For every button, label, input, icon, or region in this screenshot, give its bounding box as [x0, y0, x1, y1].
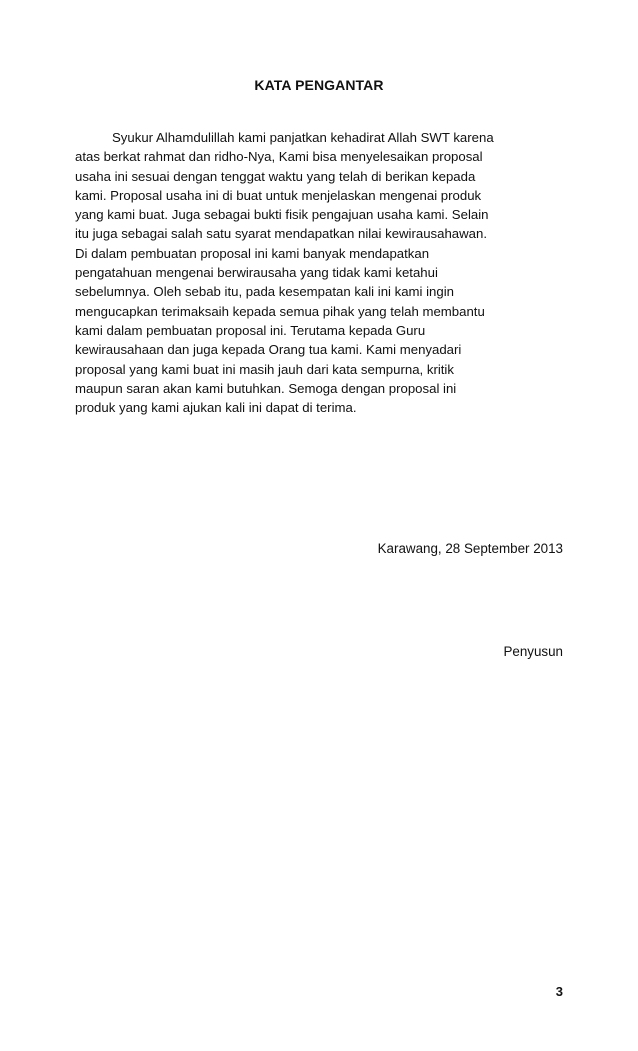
paragraph-line: yang kami buat. Juga sebagai bukti fisik pengajuan usaha kami. Selain	[75, 207, 489, 223]
paragraph-line: itu juga sebagai salah satu syarat mendapatkan nilai kewirausahawan.	[75, 226, 487, 242]
paragraph-line: atas berkat rahmat dan ridho-Nya, Kami bisa menyelesaikan proposal	[75, 149, 483, 165]
paragraph-line: produk yang kami ajukan kali ini dapat di terima.	[75, 400, 357, 416]
paragraph-line: maupun saran akan kami butuhkan. Semoga dengan proposal ini	[75, 380, 457, 396]
paragraph-line: sebelumnya. Oleh sebab itu, pada kesempatan kali ini kami ingin	[75, 284, 454, 300]
page-title: KATA PENGANTAR	[254, 77, 384, 93]
paragraph-line: pengatahuan mengenai berwirausaha yang tidak kami ketahui	[75, 265, 438, 281]
paragraph-line: kami dalam pembuatan proposal ini. Terutama kepada Guru	[75, 322, 426, 338]
paragraph-line: Syukur Alhamdulillah kami panjatkan kehadirat Allah SWT karena	[112, 130, 494, 145]
body-paragraph	[75, 128, 575, 417]
paragraph-line: Di dalam pembuatan proposal ini kami banyak mendapatkan	[75, 245, 430, 261]
author-signature-label: Penyusun	[503, 644, 563, 659]
page-number: 3	[555, 984, 563, 999]
paragraph-line: kewirausahaan dan juga kepada Orang tua kami. Kami menyadari	[75, 342, 462, 358]
paragraph-line: mengucapkan terimaksaih kepada semua pihak yang telah membantu	[75, 303, 485, 319]
place-and-date: Karawang, 28 September 2013	[377, 541, 563, 556]
paragraph-line: usaha ini sesuai dengan tenggat waktu yang telah di berikan kepada	[75, 168, 476, 184]
paragraph-line: kami. Proposal usaha ini di buat untuk menjelaskan mengenai produk	[75, 187, 482, 203]
paragraph-line: proposal yang kami buat ini masih jauh dari kata sempurna, kritik	[75, 361, 454, 377]
